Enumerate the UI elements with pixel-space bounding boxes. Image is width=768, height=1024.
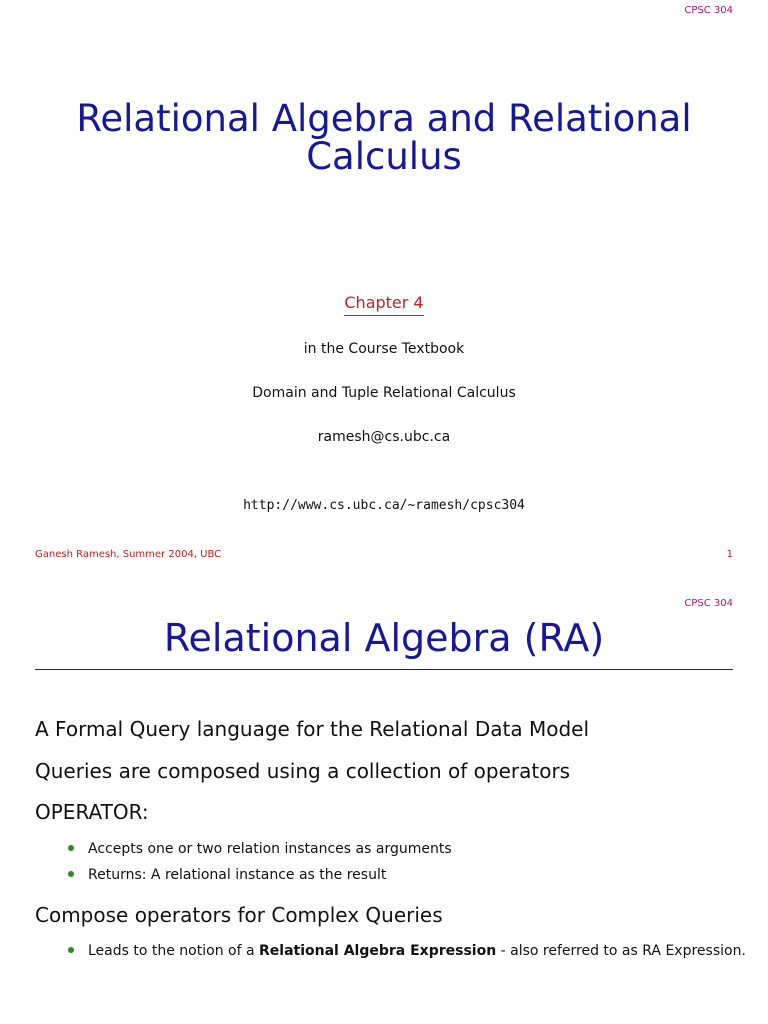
list-item-text: Returns: A relational instance as the result — [88, 867, 387, 883]
body-line-2: Queries are composed using a collection of operators — [35, 759, 571, 783]
chapter-label — [0, 293, 768, 316]
list-item — [68, 867, 386, 883]
list-item — [68, 841, 452, 857]
title-divider — [35, 669, 733, 670]
page-number: 1 — [726, 549, 733, 560]
footer-author: Ganesh Ramesh, Summer 2004, UBC — [35, 549, 222, 560]
calculus-line: Domain and Tuple Relational Calculus — [252, 385, 516, 401]
bullet-icon — [68, 871, 74, 877]
list-item-prefix: Leads to the notion of a — [88, 943, 259, 959]
slide-2 — [0, 578, 768, 1024]
url-line: http://www.cs.ubc.ca/~ramesh/cpsc304 — [243, 498, 525, 513]
body-line-3: OPERATOR: — [35, 800, 149, 824]
course-code: CPSC 304 — [684, 598, 733, 609]
body-line-1: A Formal Query language for the Relational Data Model — [35, 717, 589, 741]
body-line-4: Compose operators for Complex Queries — [35, 903, 443, 927]
course-code: CPSC 304 — [684, 5, 733, 16]
list-item-text: Accepts one or two relation instances as arguments — [88, 841, 452, 857]
list-item-bold: Relational Algebra Expression — [259, 943, 497, 959]
bullet-icon — [68, 845, 74, 851]
title-line-1: Relational Algebra and Relational — [76, 97, 692, 140]
textbook-line: in the Course Textbook — [303, 341, 465, 357]
list-item-suffix: - also referred to as RA Expression. — [496, 943, 746, 959]
chapter-text: Chapter 4 — [344, 293, 423, 316]
bullet-icon — [68, 947, 74, 953]
list-item — [68, 943, 746, 959]
email-line: ramesh@cs.ubc.ca — [317, 429, 451, 445]
slide-title: Relational Algebra (RA) — [163, 616, 605, 660]
title-line-2: Calculus — [306, 135, 462, 178]
slide-title — [0, 97, 768, 178]
